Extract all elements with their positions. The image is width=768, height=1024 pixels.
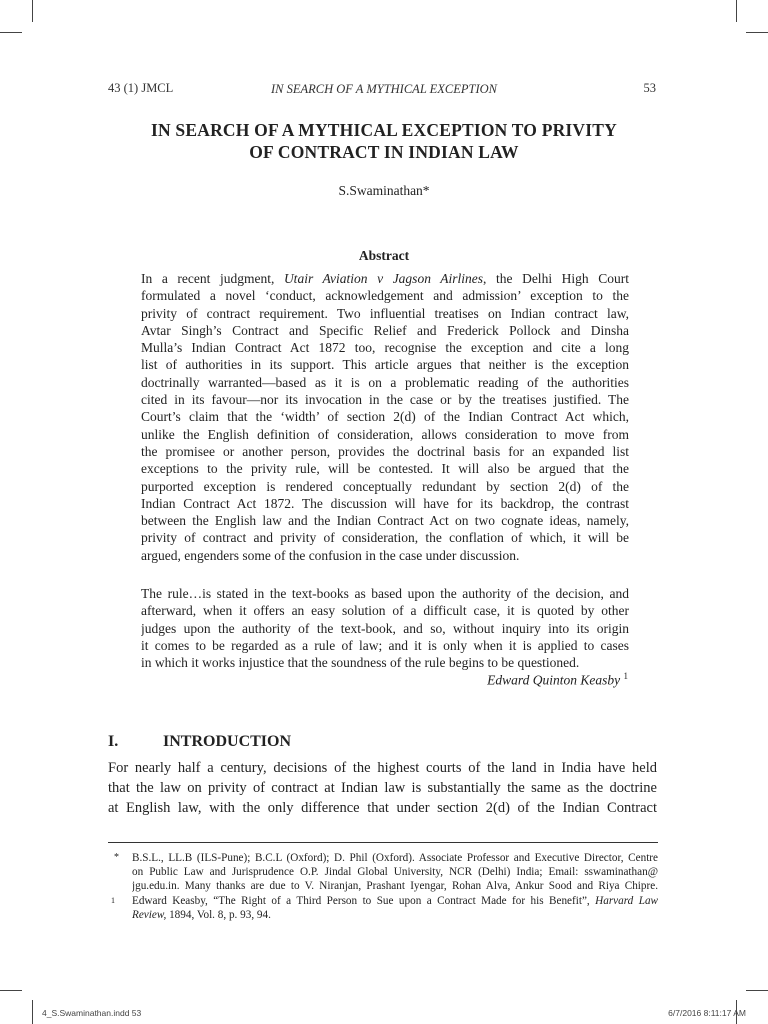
abstract-line: the promisee or another person, provides the doctrinal basis for an expanded list xyxy=(141,443,629,459)
footnote-line: jgu.edu.in. Many thanks are due to V. Niranjan, Prashant Iyengar, Rohan Alva, Ankur Sood and Riya Chipre. xyxy=(132,880,658,893)
abstract-line: Indian Contract Act 1872. The discussion will have for its backdrop, the contrast xyxy=(141,495,629,511)
body-line: at English law, with the only difference that under section 2(d) of the Indian Contract xyxy=(108,800,657,816)
epigraph-line: in which it works injustice that the soundness of the rule begins to be questioned. xyxy=(141,655,580,671)
footnote xyxy=(108,894,658,922)
title-line: IN SEARCH OF A MYTHICAL EXCEPTION TO PRIVITY xyxy=(151,120,617,140)
abstract-line: privity of contract requirement. Two influential treatises on Indian contract law, xyxy=(141,305,629,321)
abstract-line: privity of contract and privity of consideration, the conflation of which, it will be xyxy=(141,530,629,546)
slug-filename: 4_S.Swaminathan.indd 53 xyxy=(42,1008,142,1018)
abstract-line: argued, engenders some of the confusion in the case under discussion. xyxy=(141,547,520,563)
crop-mark xyxy=(0,32,22,33)
footnote-ref[interactable]: 1 xyxy=(623,671,628,681)
abstract-line: doctrinally warranted—based as it is on a problematic reading of the authorities xyxy=(141,374,629,390)
abstract-body xyxy=(141,270,629,564)
author-name: S.Swaminathan* xyxy=(338,183,430,198)
footnote-mark: 1 xyxy=(111,896,115,905)
attribution-name: Edward Quinton Keasby xyxy=(487,672,621,688)
epigraph-line: it comes to be regarded as a rule of law; and it is only when it is applied to cases xyxy=(141,637,629,653)
section-title: INTRODUCTION xyxy=(163,733,292,750)
body-line: that the law on privity of contract at Indian law is substantially the same as the doctrine xyxy=(108,780,657,796)
abstract-line: unlike the English definition of consideration, allows consideration to move from xyxy=(141,426,629,442)
abstract-line: purported exception is rendered conceptually redundant by section 2(d) of the xyxy=(141,478,629,494)
body-line: For nearly half a century, decisions of the highest courts of the land in India have held xyxy=(108,760,657,776)
abstract-line: formulated a novel ‘conduct, acknowledgement and admission’ exception to the xyxy=(141,288,629,304)
epigraph-line: judges upon the authority of the text-book, and so, without inquiry into its origin xyxy=(141,620,629,636)
footnote xyxy=(108,851,658,894)
slug-timestamp: 6/7/2016 8:11:17 AM xyxy=(668,1008,746,1018)
crop-mark xyxy=(746,990,768,991)
article-title xyxy=(80,119,688,163)
footnote-line: Review, 1894, Vol. 8, p. 93, 94. xyxy=(132,909,271,922)
crop-mark xyxy=(0,990,22,991)
running-head-journal: 43 (1) JMCL xyxy=(108,81,174,95)
section-heading xyxy=(108,733,291,751)
page-number: 53 xyxy=(643,81,656,95)
crop-mark xyxy=(32,1000,33,1024)
footnote-mark: * xyxy=(114,852,119,863)
abstract-line: Court’s claim that the ‘width’ of section 2(d) of the Indian Contract Act which, xyxy=(141,409,629,425)
footnote-line: Edward Keasby, “The Right of a Third Person to Sue upon a Contract Made for his Benefit”, Harvard Law xyxy=(132,895,658,907)
abstract-line: cited in its favour—nor its invocation in the case or by the treatises justified. The xyxy=(141,392,629,408)
epigraph-line: afterward, when it offers an easy solution of a difficult case, it is quoted by other xyxy=(141,603,629,619)
crop-mark xyxy=(32,0,33,22)
section-number: I. xyxy=(108,733,119,750)
epigraph-line: The rule…is stated in the text-books as based upon the authority of the decision, and xyxy=(141,586,629,601)
crop-mark xyxy=(736,0,737,22)
title-line: OF CONTRACT IN INDIAN LAW xyxy=(249,142,519,162)
abstract-line: list of authorities in its support. This article argues that neither is the exception xyxy=(141,357,629,373)
abstract-line: Mulla’s Indian Contract Act 1872 too, recognise the exception and cite a long xyxy=(141,340,629,356)
abstract-heading: Abstract xyxy=(358,248,410,263)
abstract-line: between the English law and the Indian Contract Act on two cognate ideas, namely, xyxy=(141,513,629,529)
abstract-line: In a recent judgment, Utair Aviation v Jagson Airlines, the Delhi High Court xyxy=(141,271,629,286)
running-head-title: IN SEARCH OF A MYTHICAL EXCEPTION xyxy=(270,82,498,96)
introduction-body xyxy=(108,758,657,818)
epigraph-attribution xyxy=(487,671,628,689)
abstract-line: exceptions to the privity rule, will be contested. It will also be argued that the xyxy=(141,461,629,477)
footnote-divider xyxy=(108,842,658,843)
abstract-line: Avtar Singh’s Contract and Specific Relief and Frederick Pollock and Dinsha xyxy=(141,322,629,338)
crop-mark xyxy=(746,32,768,33)
epigraph-quote xyxy=(141,585,629,671)
footnote-line: on Public Law and Jurisprudence O.P. Jindal Global University, NCR (Delhi) India; Email: sswaminathan@ xyxy=(132,866,658,879)
footnote-line: B.S.L., LL.B (ILS-Pune); B.C.L (Oxford); D. Phil (Oxford). Associate Professor and Executive Director, Centre xyxy=(132,852,658,864)
